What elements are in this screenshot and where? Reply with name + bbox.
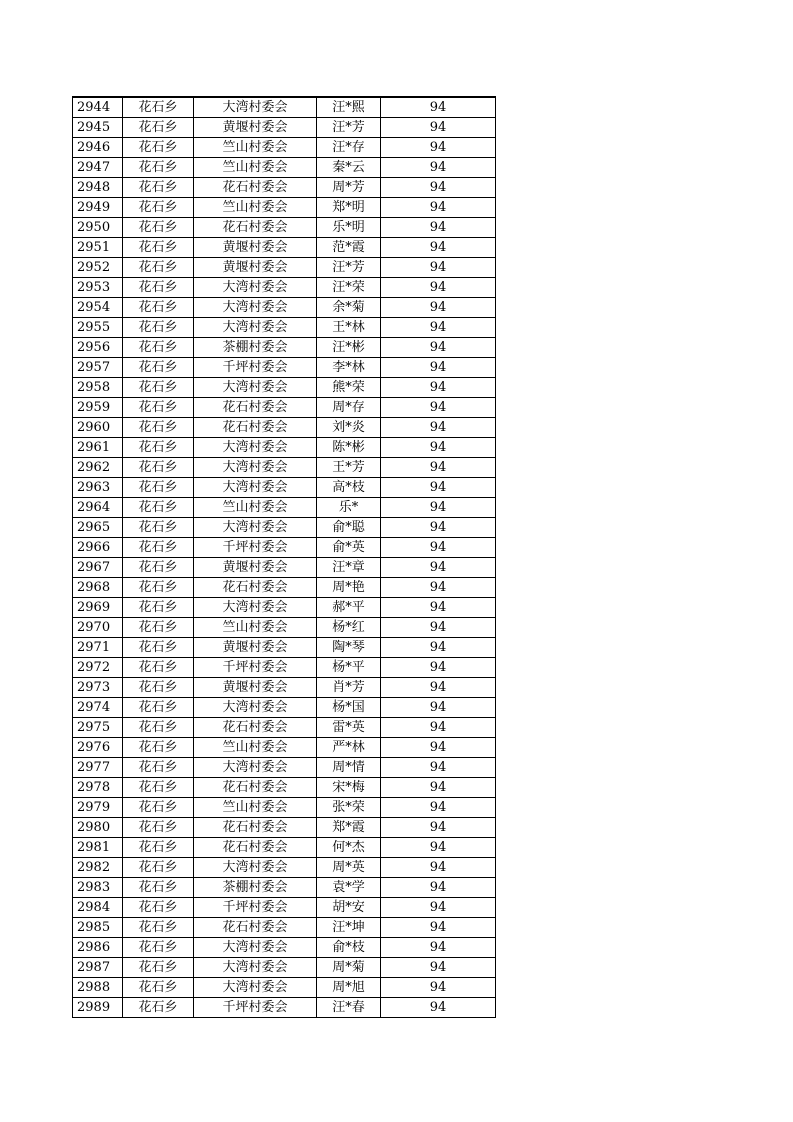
serial-number-cell: 2970 — [73, 618, 123, 638]
score-cell: 94 — [381, 878, 496, 898]
score-cell: 94 — [381, 838, 496, 858]
village-committee-cell: 竺山村委会 — [194, 798, 317, 818]
score-cell: 94 — [381, 958, 496, 978]
roster-table — [72, 96, 496, 1018]
score-cell: 94 — [381, 338, 496, 358]
township-cell: 花石乡 — [123, 318, 194, 338]
serial-number-cell: 2975 — [73, 718, 123, 738]
village-committee-cell: 大湾村委会 — [194, 858, 317, 878]
township-cell: 花石乡 — [123, 938, 194, 958]
village-committee-cell: 花石村委会 — [194, 418, 317, 438]
serial-number-cell: 2945 — [73, 118, 123, 138]
score-cell: 94 — [381, 618, 496, 638]
serial-number-cell: 2971 — [73, 638, 123, 658]
person-name-cell: 严*林 — [317, 738, 381, 758]
township-cell: 花石乡 — [123, 97, 194, 118]
score-cell: 94 — [381, 698, 496, 718]
score-cell: 94 — [381, 438, 496, 458]
score-cell: 94 — [381, 158, 496, 178]
person-name-cell: 李*林 — [317, 358, 381, 378]
score-cell: 94 — [381, 118, 496, 138]
table-row — [73, 198, 496, 218]
serial-number-cell: 2972 — [73, 658, 123, 678]
person-name-cell: 宋*梅 — [317, 778, 381, 798]
township-cell: 花石乡 — [123, 678, 194, 698]
township-cell: 花石乡 — [123, 818, 194, 838]
person-name-cell: 周*情 — [317, 758, 381, 778]
table-row — [73, 97, 496, 118]
township-cell: 花石乡 — [123, 238, 194, 258]
person-name-cell: 汪*彬 — [317, 338, 381, 358]
table-row — [73, 178, 496, 198]
table-row — [73, 918, 496, 938]
village-committee-cell: 竺山村委会 — [194, 158, 317, 178]
person-name-cell: 俞*聪 — [317, 518, 381, 538]
table-row — [73, 358, 496, 378]
township-cell: 花石乡 — [123, 878, 194, 898]
person-name-cell: 熊*荣 — [317, 378, 381, 398]
score-cell: 94 — [381, 538, 496, 558]
village-committee-cell: 黄堰村委会 — [194, 258, 317, 278]
township-cell: 花石乡 — [123, 218, 194, 238]
table-row — [73, 958, 496, 978]
village-committee-cell: 大湾村委会 — [194, 458, 317, 478]
serial-number-cell: 2950 — [73, 218, 123, 238]
table-row — [73, 498, 496, 518]
village-committee-cell: 花石村委会 — [194, 778, 317, 798]
serial-number-cell: 2964 — [73, 498, 123, 518]
person-name-cell: 陶*琴 — [317, 638, 381, 658]
township-cell: 花石乡 — [123, 118, 194, 138]
score-cell: 94 — [381, 258, 496, 278]
village-committee-cell: 黄堰村委会 — [194, 558, 317, 578]
score-cell: 94 — [381, 798, 496, 818]
serial-number-cell: 2960 — [73, 418, 123, 438]
score-cell: 94 — [381, 738, 496, 758]
village-committee-cell: 黄堰村委会 — [194, 238, 317, 258]
serial-number-cell: 2983 — [73, 878, 123, 898]
person-name-cell: 郑*霞 — [317, 818, 381, 838]
village-committee-cell: 大湾村委会 — [194, 378, 317, 398]
township-cell: 花石乡 — [123, 698, 194, 718]
village-committee-cell: 大湾村委会 — [194, 438, 317, 458]
score-cell: 94 — [381, 818, 496, 838]
village-committee-cell: 花石村委会 — [194, 178, 317, 198]
serial-number-cell: 2944 — [73, 97, 123, 118]
township-cell: 花石乡 — [123, 458, 194, 478]
table-row — [73, 558, 496, 578]
person-name-cell: 高*枝 — [317, 478, 381, 498]
village-committee-cell: 花石村委会 — [194, 218, 317, 238]
serial-number-cell: 2979 — [73, 798, 123, 818]
table-row — [73, 938, 496, 958]
serial-number-cell: 2989 — [73, 998, 123, 1018]
village-committee-cell: 茶棚村委会 — [194, 338, 317, 358]
township-cell: 花石乡 — [123, 598, 194, 618]
person-name-cell: 周*存 — [317, 398, 381, 418]
serial-number-cell: 2949 — [73, 198, 123, 218]
township-cell: 花石乡 — [123, 398, 194, 418]
village-committee-cell: 千坪村委会 — [194, 358, 317, 378]
table-row — [73, 298, 496, 318]
village-committee-cell: 千坪村委会 — [194, 658, 317, 678]
serial-number-cell: 2981 — [73, 838, 123, 858]
serial-number-cell: 2946 — [73, 138, 123, 158]
serial-number-cell: 2955 — [73, 318, 123, 338]
person-name-cell: 王*芳 — [317, 458, 381, 478]
table-row — [73, 698, 496, 718]
township-cell: 花石乡 — [123, 418, 194, 438]
person-name-cell: 刘*炎 — [317, 418, 381, 438]
village-committee-cell: 大湾村委会 — [194, 598, 317, 618]
serial-number-cell: 2958 — [73, 378, 123, 398]
table-row — [73, 978, 496, 998]
village-committee-cell: 茶棚村委会 — [194, 878, 317, 898]
village-committee-cell: 花石村委会 — [194, 818, 317, 838]
score-cell: 94 — [381, 518, 496, 538]
score-cell: 94 — [381, 598, 496, 618]
score-cell: 94 — [381, 758, 496, 778]
serial-number-cell: 2969 — [73, 598, 123, 618]
person-name-cell: 周*菊 — [317, 958, 381, 978]
score-cell: 94 — [381, 718, 496, 738]
township-cell: 花石乡 — [123, 858, 194, 878]
village-committee-cell: 大湾村委会 — [194, 278, 317, 298]
township-cell: 花石乡 — [123, 898, 194, 918]
table-row — [73, 338, 496, 358]
person-name-cell: 杨*平 — [317, 658, 381, 678]
township-cell: 花石乡 — [123, 718, 194, 738]
serial-number-cell: 2985 — [73, 918, 123, 938]
township-cell: 花石乡 — [123, 178, 194, 198]
table-row — [73, 418, 496, 438]
serial-number-cell: 2956 — [73, 338, 123, 358]
township-cell: 花石乡 — [123, 638, 194, 658]
village-committee-cell: 花石村委会 — [194, 838, 317, 858]
village-committee-cell: 大湾村委会 — [194, 518, 317, 538]
person-name-cell: 汪*春 — [317, 998, 381, 1018]
table-row — [73, 678, 496, 698]
table-row — [73, 378, 496, 398]
person-name-cell: 俞*英 — [317, 538, 381, 558]
table-row — [73, 318, 496, 338]
township-cell: 花石乡 — [123, 198, 194, 218]
score-cell: 94 — [381, 558, 496, 578]
score-cell: 94 — [381, 938, 496, 958]
person-name-cell: 何*杰 — [317, 838, 381, 858]
township-cell: 花石乡 — [123, 618, 194, 638]
person-name-cell: 汪*章 — [317, 558, 381, 578]
table-row — [73, 778, 496, 798]
score-cell: 94 — [381, 478, 496, 498]
serial-number-cell: 2957 — [73, 358, 123, 378]
person-name-cell: 袁*学 — [317, 878, 381, 898]
person-name-cell: 郝*平 — [317, 598, 381, 618]
serial-number-cell: 2978 — [73, 778, 123, 798]
township-cell: 花石乡 — [123, 158, 194, 178]
serial-number-cell: 2959 — [73, 398, 123, 418]
table-row — [73, 238, 496, 258]
person-name-cell: 王*林 — [317, 318, 381, 338]
score-cell: 94 — [381, 178, 496, 198]
table-row — [73, 998, 496, 1018]
township-cell: 花石乡 — [123, 478, 194, 498]
person-name-cell: 肖*芳 — [317, 678, 381, 698]
person-name-cell: 陈*彬 — [317, 438, 381, 458]
township-cell: 花石乡 — [123, 558, 194, 578]
score-cell: 94 — [381, 458, 496, 478]
table-row — [73, 258, 496, 278]
table-row — [73, 618, 496, 638]
score-cell: 94 — [381, 918, 496, 938]
serial-number-cell: 2947 — [73, 158, 123, 178]
village-committee-cell: 花石村委会 — [194, 918, 317, 938]
table-row — [73, 278, 496, 298]
person-name-cell: 郑*明 — [317, 198, 381, 218]
table-row — [73, 518, 496, 538]
score-cell: 94 — [381, 238, 496, 258]
village-committee-cell: 大湾村委会 — [194, 318, 317, 338]
person-name-cell: 范*霞 — [317, 238, 381, 258]
score-cell: 94 — [381, 858, 496, 878]
township-cell: 花石乡 — [123, 518, 194, 538]
township-cell: 花石乡 — [123, 358, 194, 378]
person-name-cell: 秦*云 — [317, 158, 381, 178]
person-name-cell: 汪*熙 — [317, 97, 381, 118]
roster-table-body — [73, 97, 496, 1018]
table-row — [73, 478, 496, 498]
table-row — [73, 798, 496, 818]
score-cell: 94 — [381, 378, 496, 398]
person-name-cell: 乐*明 — [317, 218, 381, 238]
township-cell: 花石乡 — [123, 278, 194, 298]
score-cell: 94 — [381, 97, 496, 118]
score-cell: 94 — [381, 398, 496, 418]
score-cell: 94 — [381, 998, 496, 1018]
table-row — [73, 538, 496, 558]
serial-number-cell: 2967 — [73, 558, 123, 578]
person-name-cell: 周*艳 — [317, 578, 381, 598]
table-row — [73, 138, 496, 158]
village-committee-cell: 黄堰村委会 — [194, 638, 317, 658]
table-row — [73, 578, 496, 598]
person-name-cell: 张*荣 — [317, 798, 381, 818]
score-cell: 94 — [381, 418, 496, 438]
score-cell: 94 — [381, 898, 496, 918]
serial-number-cell: 2984 — [73, 898, 123, 918]
serial-number-cell: 2962 — [73, 458, 123, 478]
serial-number-cell: 2951 — [73, 238, 123, 258]
village-committee-cell: 大湾村委会 — [194, 698, 317, 718]
table-row — [73, 898, 496, 918]
village-committee-cell: 黄堰村委会 — [194, 118, 317, 138]
village-committee-cell: 竺山村委会 — [194, 138, 317, 158]
person-name-cell: 杨*国 — [317, 698, 381, 718]
township-cell: 花石乡 — [123, 658, 194, 678]
score-cell: 94 — [381, 318, 496, 338]
village-committee-cell: 花石村委会 — [194, 718, 317, 738]
village-committee-cell: 大湾村委会 — [194, 758, 317, 778]
township-cell: 花石乡 — [123, 958, 194, 978]
table-row — [73, 758, 496, 778]
serial-number-cell: 2952 — [73, 258, 123, 278]
score-cell: 94 — [381, 218, 496, 238]
person-name-cell: 周*芳 — [317, 178, 381, 198]
table-row — [73, 658, 496, 678]
village-committee-cell: 花石村委会 — [194, 398, 317, 418]
township-cell: 花石乡 — [123, 438, 194, 458]
village-committee-cell: 花石村委会 — [194, 578, 317, 598]
township-cell: 花石乡 — [123, 778, 194, 798]
score-cell: 94 — [381, 278, 496, 298]
serial-number-cell: 2987 — [73, 958, 123, 978]
serial-number-cell: 2986 — [73, 938, 123, 958]
township-cell: 花石乡 — [123, 838, 194, 858]
serial-number-cell: 2968 — [73, 578, 123, 598]
score-cell: 94 — [381, 358, 496, 378]
person-name-cell: 雷*英 — [317, 718, 381, 738]
serial-number-cell: 2966 — [73, 538, 123, 558]
serial-number-cell: 2973 — [73, 678, 123, 698]
village-committee-cell: 千坪村委会 — [194, 898, 317, 918]
person-name-cell: 杨*红 — [317, 618, 381, 638]
village-committee-cell: 大湾村委会 — [194, 938, 317, 958]
serial-number-cell: 2954 — [73, 298, 123, 318]
person-name-cell: 俞*枝 — [317, 938, 381, 958]
village-committee-cell: 大湾村委会 — [194, 958, 317, 978]
township-cell: 花石乡 — [123, 998, 194, 1018]
village-committee-cell: 千坪村委会 — [194, 538, 317, 558]
score-cell: 94 — [381, 498, 496, 518]
serial-number-cell: 2977 — [73, 758, 123, 778]
table-row — [73, 858, 496, 878]
serial-number-cell: 2976 — [73, 738, 123, 758]
person-name-cell: 汪*荣 — [317, 278, 381, 298]
village-committee-cell: 黄堰村委会 — [194, 678, 317, 698]
serial-number-cell: 2963 — [73, 478, 123, 498]
person-name-cell: 汪*坤 — [317, 918, 381, 938]
village-committee-cell: 竺山村委会 — [194, 618, 317, 638]
serial-number-cell: 2982 — [73, 858, 123, 878]
serial-number-cell: 2988 — [73, 978, 123, 998]
table-row — [73, 218, 496, 238]
township-cell: 花石乡 — [123, 918, 194, 938]
table-row — [73, 438, 496, 458]
township-cell: 花石乡 — [123, 538, 194, 558]
township-cell: 花石乡 — [123, 138, 194, 158]
table-row — [73, 118, 496, 138]
person-name-cell: 汪*芳 — [317, 118, 381, 138]
village-committee-cell: 大湾村委会 — [194, 298, 317, 318]
township-cell: 花石乡 — [123, 798, 194, 818]
score-cell: 94 — [381, 578, 496, 598]
table-row — [73, 398, 496, 418]
township-cell: 花石乡 — [123, 498, 194, 518]
score-cell: 94 — [381, 638, 496, 658]
table-row — [73, 158, 496, 178]
score-cell: 94 — [381, 978, 496, 998]
score-cell: 94 — [381, 658, 496, 678]
village-committee-cell: 竺山村委会 — [194, 738, 317, 758]
table-row — [73, 738, 496, 758]
person-name-cell: 周*旭 — [317, 978, 381, 998]
township-cell: 花石乡 — [123, 378, 194, 398]
township-cell: 花石乡 — [123, 738, 194, 758]
village-committee-cell: 大湾村委会 — [194, 978, 317, 998]
person-name-cell: 胡*安 — [317, 898, 381, 918]
village-committee-cell: 千坪村委会 — [194, 998, 317, 1018]
table-row — [73, 838, 496, 858]
score-cell: 94 — [381, 298, 496, 318]
table-row — [73, 718, 496, 738]
table-row — [73, 878, 496, 898]
serial-number-cell: 2965 — [73, 518, 123, 538]
township-cell: 花石乡 — [123, 258, 194, 278]
village-committee-cell: 竺山村委会 — [194, 498, 317, 518]
township-cell: 花石乡 — [123, 578, 194, 598]
serial-number-cell: 2980 — [73, 818, 123, 838]
table-row — [73, 458, 496, 478]
village-committee-cell: 竺山村委会 — [194, 198, 317, 218]
table-row — [73, 598, 496, 618]
score-cell: 94 — [381, 138, 496, 158]
township-cell: 花石乡 — [123, 978, 194, 998]
person-name-cell: 乐* — [317, 498, 381, 518]
person-name-cell: 余*菊 — [317, 298, 381, 318]
score-cell: 94 — [381, 778, 496, 798]
township-cell: 花石乡 — [123, 758, 194, 778]
table-row — [73, 818, 496, 838]
score-cell: 94 — [381, 198, 496, 218]
township-cell: 花石乡 — [123, 338, 194, 358]
village-committee-cell: 大湾村委会 — [194, 478, 317, 498]
serial-number-cell: 2974 — [73, 698, 123, 718]
person-name-cell: 汪*存 — [317, 138, 381, 158]
score-cell: 94 — [381, 678, 496, 698]
table-row — [73, 638, 496, 658]
township-cell: 花石乡 — [123, 298, 194, 318]
person-name-cell: 汪*芳 — [317, 258, 381, 278]
person-name-cell: 周*英 — [317, 858, 381, 878]
serial-number-cell: 2948 — [73, 178, 123, 198]
serial-number-cell: 2961 — [73, 438, 123, 458]
serial-number-cell: 2953 — [73, 278, 123, 298]
village-committee-cell: 大湾村委会 — [194, 97, 317, 118]
